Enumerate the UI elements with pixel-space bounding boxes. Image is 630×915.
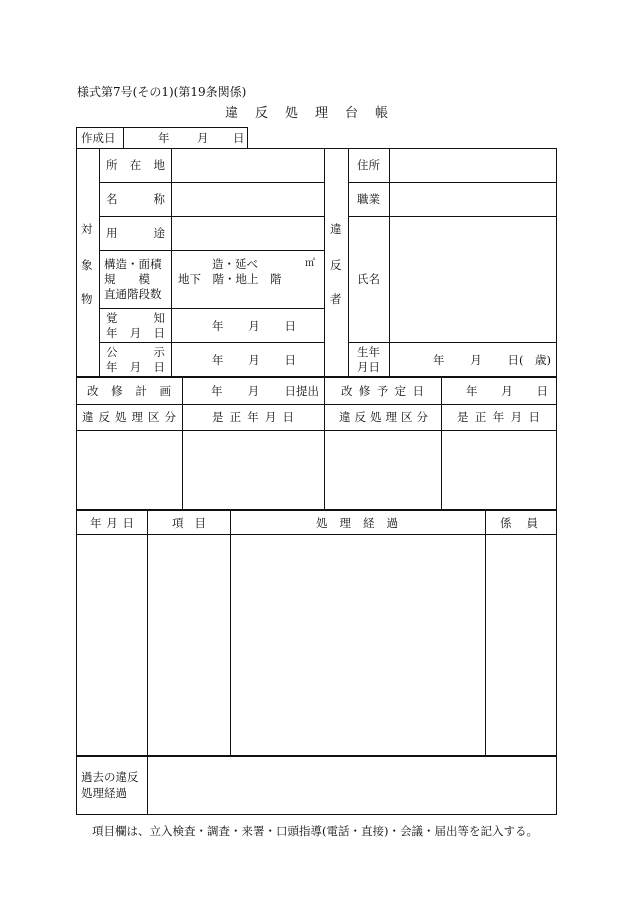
char: 在	[129, 158, 142, 172]
past-label-2: 処理経過	[81, 786, 127, 800]
char: 処	[370, 410, 382, 424]
history-progress-header	[316, 516, 398, 530]
object-side-char-2: 象	[81, 258, 93, 272]
char: 違	[339, 410, 351, 424]
char: 区	[401, 410, 413, 424]
char: 理	[339, 516, 351, 530]
public-label-row2	[106, 360, 165, 374]
char: 分	[164, 410, 176, 424]
char: 正	[474, 410, 487, 424]
violator-side-char-1: 違	[330, 222, 342, 236]
char: 計	[135, 384, 147, 398]
char: 年	[212, 319, 224, 333]
char: 修	[111, 384, 123, 398]
char: 月	[129, 360, 142, 374]
address-label: 住所	[357, 158, 380, 172]
char: 年	[106, 360, 118, 374]
char: 理	[385, 410, 397, 424]
object-side-char-3: 物	[81, 292, 93, 306]
char: 称	[153, 192, 165, 206]
char: 反	[354, 410, 366, 424]
use-label	[106, 226, 165, 240]
char: 日	[536, 384, 548, 398]
char: 反	[98, 410, 110, 424]
char: 知	[153, 311, 165, 325]
char: 区	[148, 410, 160, 424]
plan-label	[87, 384, 171, 398]
char: 月	[470, 353, 482, 367]
char: 処	[115, 410, 127, 424]
char: 月	[501, 384, 513, 398]
char: 月	[510, 410, 523, 424]
char: 年	[212, 353, 224, 367]
structure-label-1: 構造・面積	[104, 257, 162, 271]
notice-date-value	[212, 319, 296, 333]
past-label-1: 過去の違反	[81, 770, 139, 784]
violator-side-char-3: 者	[330, 292, 342, 306]
char: 日( 歳)	[507, 353, 551, 367]
char: 日	[412, 384, 424, 398]
char: 年	[106, 326, 118, 340]
char: 年	[211, 384, 223, 398]
char: 経	[363, 516, 375, 530]
classification-label-1	[82, 410, 176, 424]
char: 定	[394, 384, 407, 398]
char: 日	[528, 410, 540, 424]
char: 目	[194, 516, 206, 530]
char: 違	[82, 410, 94, 424]
char: 画	[159, 384, 171, 398]
char: 覚	[106, 311, 118, 325]
char: 年	[90, 516, 102, 530]
char: 月	[248, 319, 260, 333]
structure-label-3: 直通階段数	[104, 287, 162, 301]
char: 示	[153, 345, 165, 359]
char: 係	[500, 516, 512, 530]
char: 年	[247, 410, 259, 424]
birth-label-2: 月日	[357, 360, 380, 374]
char: 予	[376, 384, 389, 398]
plan-scheduled-label	[341, 384, 424, 398]
char: 日	[284, 319, 296, 333]
char: 日	[122, 516, 134, 530]
char: 改	[87, 384, 99, 398]
form-number: 様式第7号(その1)(第19条関係)	[77, 85, 247, 99]
char: 年	[492, 410, 505, 424]
char: 正	[229, 410, 242, 424]
object-side-char-1: 対	[81, 222, 93, 236]
char: 月	[248, 353, 260, 367]
char: 月	[247, 384, 260, 398]
char: 改	[341, 384, 353, 398]
occupation-label: 職業	[357, 192, 380, 206]
char: 年	[466, 384, 478, 398]
created-label: 作成日	[81, 131, 116, 145]
char: 員	[526, 516, 538, 530]
location-label	[106, 158, 165, 172]
form-title	[0, 102, 630, 121]
char: 日	[153, 326, 165, 340]
char: 月	[129, 326, 142, 340]
history-staff-header	[500, 516, 538, 530]
created-day: 日	[233, 131, 245, 145]
history-item-header	[172, 516, 206, 530]
char: 年	[433, 353, 445, 367]
created-year: 年	[158, 131, 170, 145]
char: 理	[131, 410, 143, 424]
structure-line-2: 地下 階・地上 階	[178, 272, 282, 286]
birth-value	[433, 353, 551, 367]
char: 地	[153, 158, 165, 172]
footer-note: 項目欄は、立入検査・調査・来署・口頭指導(電話・直接)・会議・届出等を記入する。	[92, 824, 538, 838]
char: 是	[212, 410, 224, 424]
created-month: 月	[197, 131, 209, 145]
char: 日	[153, 360, 165, 374]
correction-date-1	[212, 410, 294, 424]
char: 修	[358, 384, 371, 398]
char: 用	[106, 226, 118, 240]
name-label	[106, 192, 165, 206]
plan-submitted	[211, 384, 319, 398]
char: 日	[282, 410, 294, 424]
area-unit: ㎡	[305, 258, 315, 269]
char: 途	[153, 226, 165, 240]
violator-name-label: 氏名	[357, 272, 380, 286]
char: 分	[416, 410, 428, 424]
char: 処	[316, 516, 328, 530]
char: 是	[457, 410, 469, 424]
public-label-row1	[106, 345, 165, 359]
char: 公	[106, 345, 118, 359]
char: 月	[106, 516, 118, 530]
title-text: 違反処理台帳	[224, 106, 405, 121]
char: 項	[172, 516, 184, 530]
structure-label-2: 規 模	[104, 272, 150, 286]
char: 月	[264, 410, 277, 424]
structure-line-1: 造・延べ	[212, 257, 258, 271]
public-date-value	[212, 353, 296, 367]
plan-scheduled-value	[466, 384, 548, 398]
char: 日提出	[284, 384, 319, 398]
char: 過	[386, 516, 398, 530]
char: 日	[284, 353, 296, 367]
notice-label-row2	[106, 326, 165, 340]
classification-label-2	[339, 410, 428, 424]
history-date-header	[90, 516, 134, 530]
char: 名	[106, 192, 118, 206]
correction-date-2	[457, 410, 540, 424]
violator-side-char-2: 反	[330, 258, 342, 272]
notice-label-row1	[106, 311, 165, 325]
birth-label-1: 生年	[357, 345, 380, 359]
char: 所	[106, 158, 118, 172]
